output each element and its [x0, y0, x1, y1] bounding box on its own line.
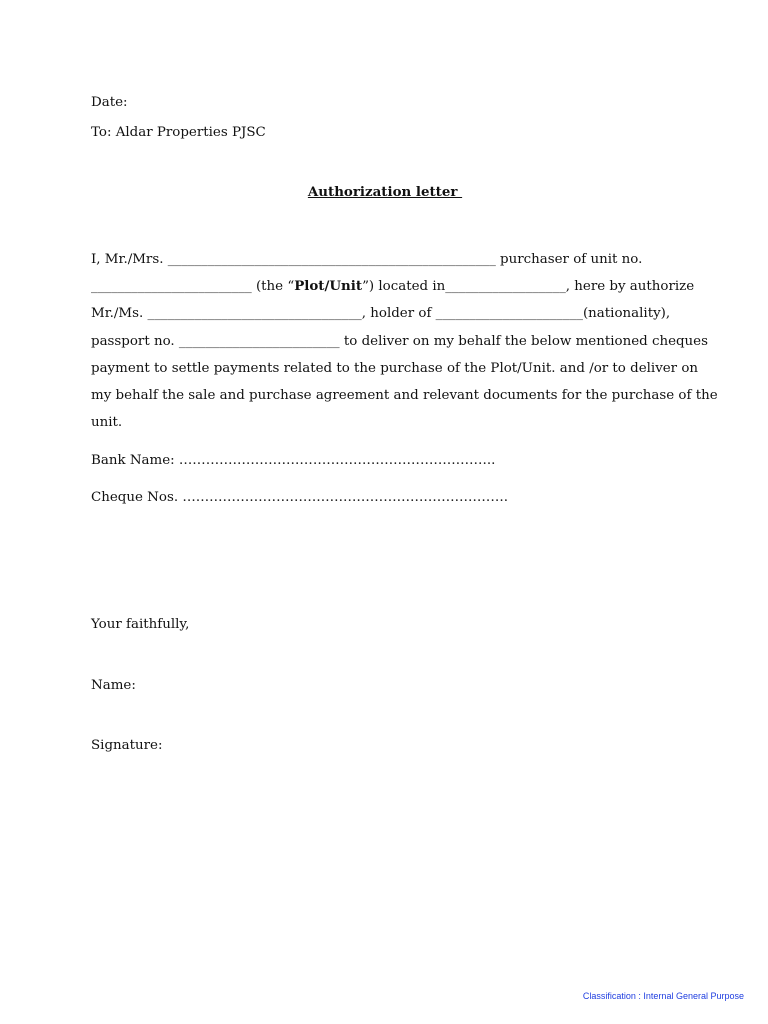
letter-title: Authorization letter [307, 184, 463, 200]
signature-label: Signature: [91, 738, 163, 753]
paragraph-line-6: my behalf the sale and purchase agreement and relevant documents for the purchase of the [91, 388, 718, 404]
plot-unit-term: Plot/Unit [294, 278, 363, 295]
paragraph-line-7: unit. [91, 415, 123, 431]
paragraph-line-2-end: ”) located in__________________, here by authorize [362, 279, 695, 295]
cheque-nos-field: Cheque Nos. ………………………………………………………………. [91, 490, 508, 505]
bank-name-field: Bank Name: …………………………………………………………….. [91, 453, 496, 468]
closing-salutation: Your faithfully, [91, 617, 190, 632]
name-label: Name: [91, 678, 136, 693]
paragraph-line-3: Mr./Ms. ________________________________, holder of ______________________(nationality), [91, 306, 671, 322]
paragraph-line-2-start: ________________________ (the “ [91, 279, 295, 295]
paragraph-line-4: passport no. ________________________ to deliver on my behalf the below mentioned cheques [91, 333, 708, 349]
classification-footer: Classification : Internal General Purpose [582, 991, 744, 1001]
date-label: Date: [91, 95, 128, 110]
paragraph-line-5: payment to settle payments related to the purchase of the Plot/Unit. and /or to deliver on [91, 360, 699, 376]
paragraph-line-1: I, Mr./Mrs. _________________________________________________ purchaser of unit no. [91, 252, 643, 267]
paragraph-line-2 [91, 273, 695, 300]
recipient-line: To: Aldar Properties PJSC [91, 125, 266, 140]
authorization-paragraph [91, 246, 718, 436]
